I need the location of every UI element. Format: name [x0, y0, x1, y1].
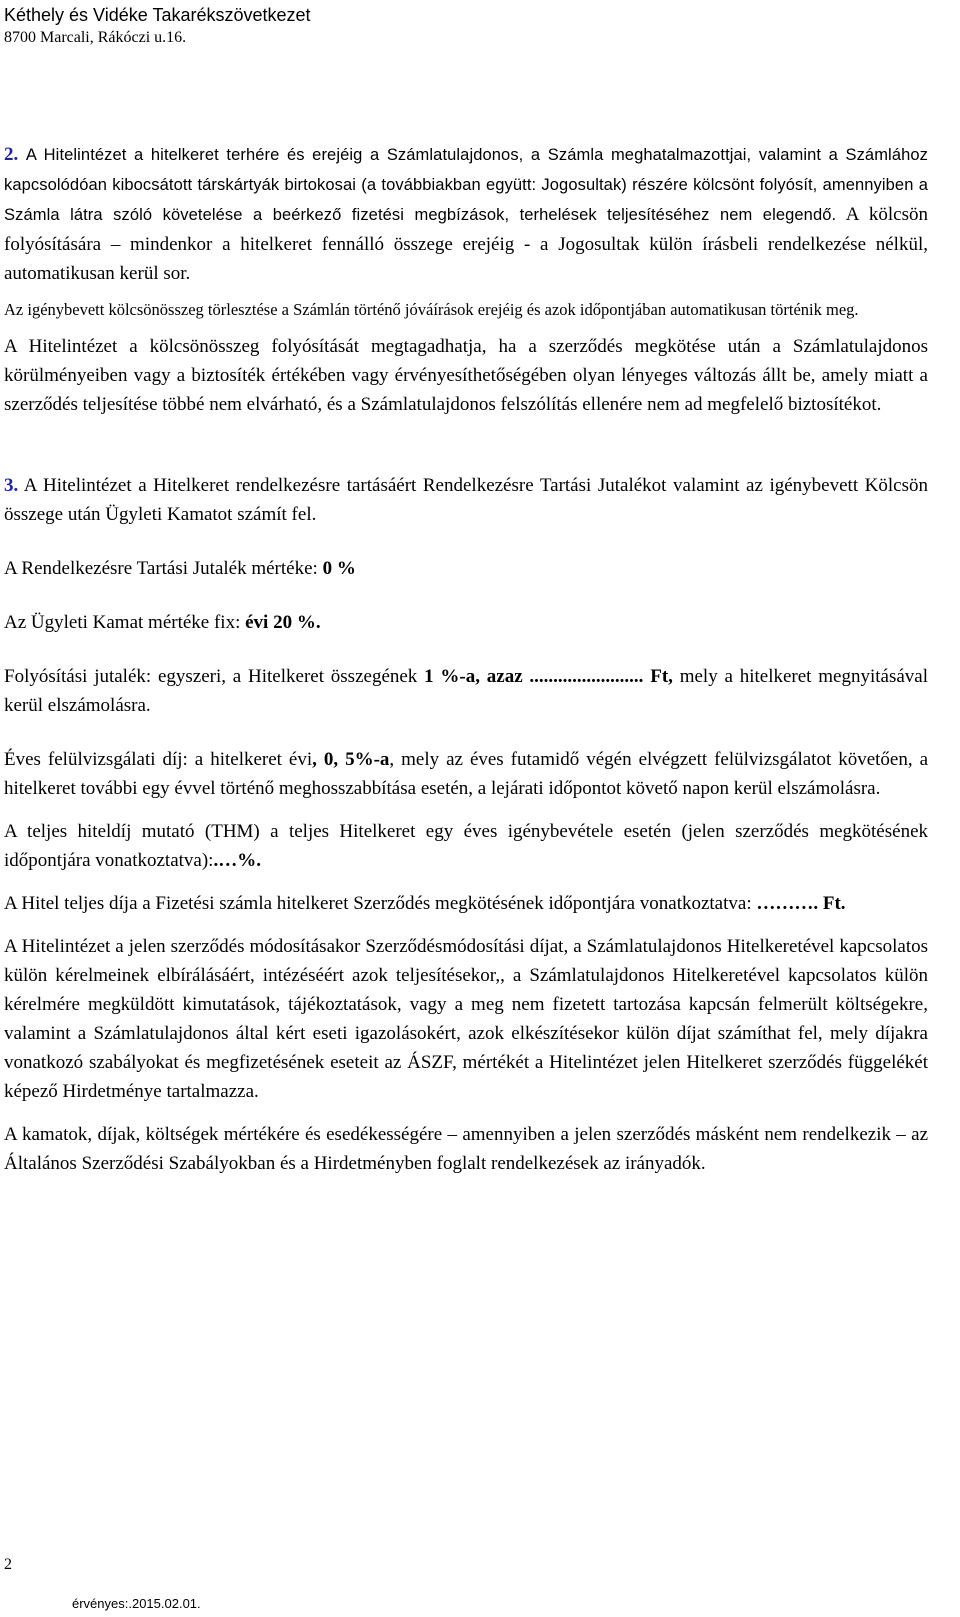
document-body	[4, 140, 928, 1178]
thm-value: .…%.	[213, 850, 261, 871]
annual-review-fee-paragraph	[4, 745, 928, 803]
modification-fee-paragraph: A Hitelintézet a jelen szerződés módosításakor Szerződésmódosítási díjat, a Számlatulajdonos Hitelkeretével kapcsolatos külön kérelmeinek elbírálásáért, intézéséért azok teljesítésekor,, a Számlatulajdonos Hitelkeretével kapcsolatos külön kérelmére megküldött kimutatások, tájékoztatások, vagy a meg nem fizetett tartozása kapcsán felmerült költségekre, valamint a Számlatulajdonos által kért eseti igazolásokért, azok elkészítésekor külön díjat számíthat fel, mely díjakra vonatkozó szabályokat és megfizetésének eseteit az ÁSZF, mértékét a Hitelintézet jelen Hitelkeret szerződés függelékét képező Hirdetménye tartalmazza.	[4, 936, 928, 1102]
applicable-rules-paragraph: A kamatok, díjak, költségek mértékére és esedékességére – amennyiben a jelen szerződés másként nem rendelkezik – az Általános Szerződési Szabályokban és a Hirdetményben foglalt rendelkezések az irányadók.	[4, 1124, 928, 1174]
section-3-intro-text: A Hitelintézet a Hitelkeret rendelkezésre tartásáért Rendelkezésre Tartási Jutalékot valamint az igénybevett Kölcsön összege után Ügyleti Kamatot számít fel.	[4, 475, 928, 525]
commitment-fee-line	[4, 554, 928, 583]
disbursement-fee-value: 1 %-a, azaz ........................ Ft,	[424, 666, 673, 687]
interest-rate-value: évi 20 %.	[245, 612, 321, 633]
disbursement-fee-paragraph	[4, 662, 928, 720]
section-2-disbursement-text: A kölcsön folyósítására – mindenkor a hitelkeret fennálló összege erejéig - a Jogosultak külön írásbeli rendelkezése nélkül, automatikusan kerül sor.	[4, 204, 928, 284]
validity-date: érvényes:.2015.02.01.	[72, 1596, 201, 1611]
annual-review-fee-label: Éves felülvizsgálati díj: a hitelkeret évi	[4, 749, 313, 770]
thm-text: A teljes hiteldíj mutató (THM) a teljes Hitelkeret egy éves igénybevétele esetén (jelen szerződés megkötésének időpontjára vonatkoztatva):	[4, 821, 928, 871]
section-3-paragraph-1	[4, 471, 928, 529]
section-2-repayment-paragraph: Az igénybevett kölcsönösszeg törlesztése a Számlán történő jóváírások erejéig és azok időpontjában automatikusan történik meg.	[4, 300, 859, 319]
thm-paragraph	[4, 817, 928, 875]
section-2-lead-text: A Hitelintézet a hitelkeret terhére és erejéig a Számlatulajdonos, a Számla meghatalmazottjai, valamint a Számlához kapcsolódóan kibocsátott társkártyák birtokosai (a továbbiakban együtt: Jogosultak) részére kölcsönt folyósít, amennyiben a Számla látra szóló követelése a beérkező fizetési megbízások, terhelések teljesítéséhez nem elegendő.	[4, 146, 928, 224]
commitment-fee-label: A Rendelkezésre Tartási Jutalék mértéke:	[4, 558, 323, 579]
total-cost-text: A Hitel teljes díja a Fizetési számla hitelkeret Szerződés megkötésének időpontjára vonatkoztatva:	[4, 893, 757, 914]
page-number: 2	[4, 1556, 12, 1573]
section-2-number: 2.	[4, 144, 19, 165]
annual-review-fee-rest: , mely az éves futamidő végén elvégzett felülvizsgálatot követően, a hitelkeret további egy évvel történő meghosszabbítása esetén, a lejárati időpontot követő napon kerül elszámolásra.	[4, 749, 929, 799]
total-cost-value: ………. Ft.	[756, 893, 846, 914]
disbursement-fee-label: Folyósítási jutalék: egyszeri, a Hitelkeret összegének	[4, 666, 425, 687]
section-2-refusal-paragraph: A Hitelintézet a kölcsönösszeg folyósítását megtagadhatja, ha a szerződés megkötése után a Számlatulajdonos körülményeiben vagy a biztosíték értékében vagy érvényesíthetőségében olyan lényeges változás állt be, amely miatt a szerződés teljesítése többé nem elvárható, és a Számlatulajdonos felszólítás ellenére nem ad megfelelő biztosítékot.	[4, 336, 928, 415]
section-2-paragraph-1	[4, 140, 928, 288]
total-cost-paragraph	[4, 889, 928, 918]
commitment-fee-value: 0 %	[322, 558, 356, 579]
annual-review-fee-value: , 0, 5%-a	[312, 749, 390, 770]
disbursement-fee-rest: mely a hitelkeret megnyitásával kerül elszámolásra.	[4, 666, 928, 716]
interest-rate-line	[4, 608, 928, 637]
bank-name: Kéthely és Vidéke Takarékszövetkezet	[4, 5, 311, 25]
bank-address: 8700 Marcali, Rákóczi u.16.	[4, 29, 187, 46]
section-3-number: 3.	[4, 475, 19, 496]
interest-rate-label: Az Ügyleti Kamat mértéke fix:	[4, 612, 246, 633]
